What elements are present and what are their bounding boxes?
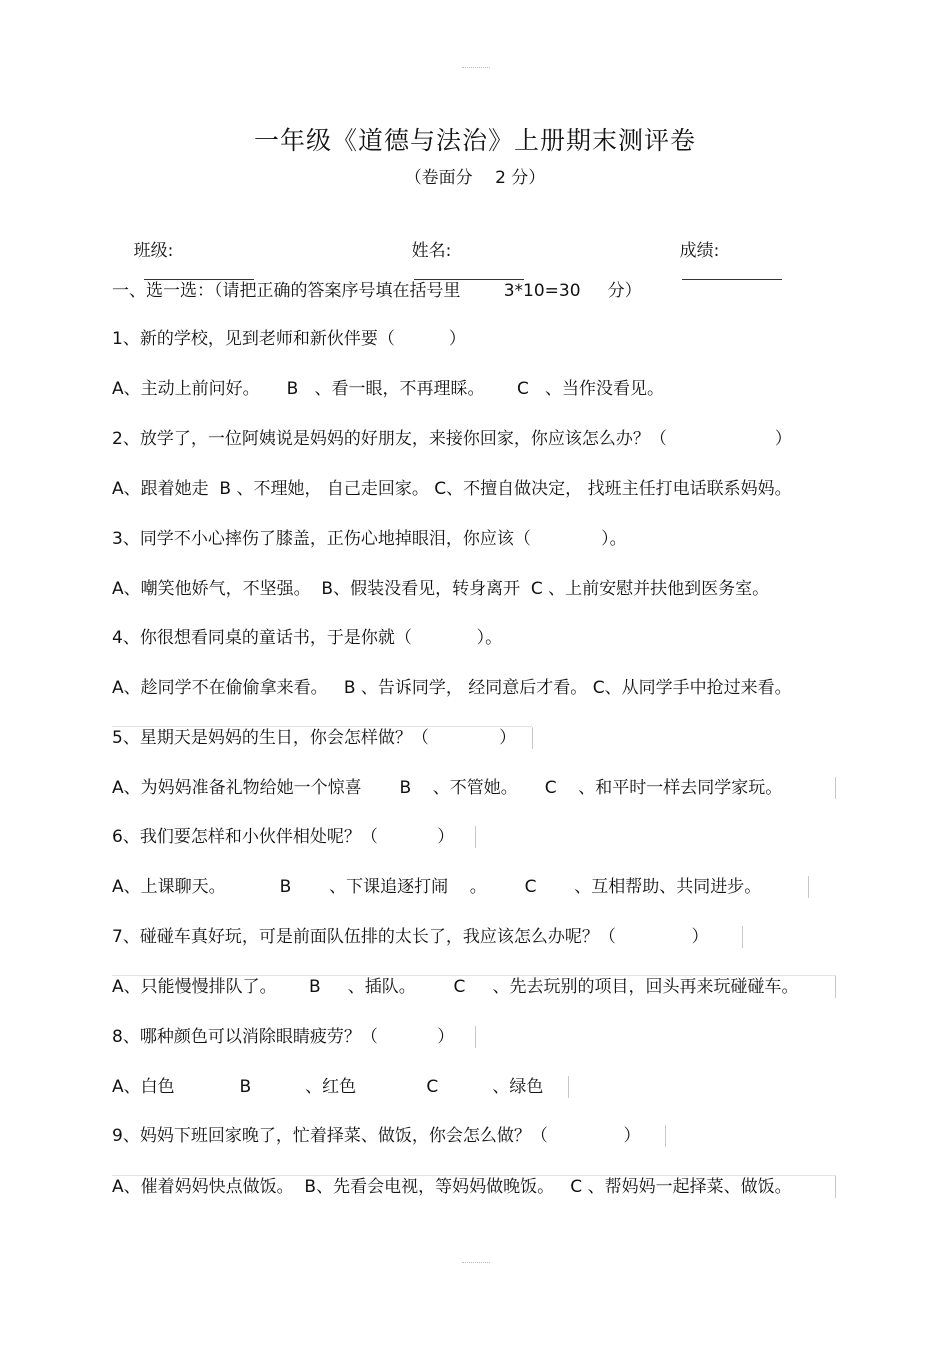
score-field [658, 218, 782, 308]
scan-bar [835, 1176, 836, 1198]
question-7: 7、碰碰车真好玩，可是前面队伍排的太长了，我应该怎么办呢？（ ） [112, 927, 709, 947]
question-6-options: A、上课聊天。 B 、下课追逐打闹 。 C 、互相帮助、共同进步。 [112, 877, 762, 897]
question-4-options: A、趁同学不在偷偷拿来看。 B 、告诉同学， 经同意后才看。 C、从同学手中抢过来看。 [112, 678, 792, 698]
scan-bar [808, 876, 809, 898]
class-label: 班级: [133, 241, 174, 261]
page-title: 一年级《道德与法治》上册期末测评卷 [253, 126, 696, 155]
scan-bar [742, 926, 743, 948]
header-dots [462, 67, 490, 68]
question-3-options: A、嘲笑他娇气，不坚强。 B、假装没看见，转身离开 C 、上前安慰并扶他到医务室。 [112, 579, 770, 599]
name-blank[interactable] [414, 262, 524, 280]
question-8: 8、哪种颜色可以消除眼睛疲劳？（ ） [112, 1027, 455, 1047]
question-1-options: A、主动上前问好。 B 、看一眼，不再理睬。 C 、当作没看见。 [112, 379, 665, 399]
question-8-options: A、白色 B 、红色 C 、绿色 [112, 1077, 544, 1097]
question-2: 2、放学了，一位阿姨说是妈妈的好朋友，来接你回家，你应该怎么办？（ ） [112, 429, 792, 449]
section-heading: 一、选一选：（请把正确的答案序号填在括号里 3*10=30 分） [112, 281, 642, 301]
question-3: 3、同学不小心摔伤了膝盖，正伤心地掉眼泪，你应该（ ）。 [112, 529, 627, 549]
score-label: 成绩: [679, 241, 720, 261]
scan-bar [835, 976, 836, 998]
class-blank[interactable] [144, 262, 254, 280]
footer-dots [462, 1262, 490, 1263]
question-5-options: A、为妈妈准备礼物给她一个惊喜 B 、不管她。 C 、和平时一样去同学家玩。 [112, 778, 783, 798]
question-4: 4、你很想看同桌的童话书，于是你就（ ）。 [112, 628, 503, 648]
question-6: 6、我们要怎样和小伙伴相处呢？（ ） [112, 827, 455, 847]
question-2-options: A、跟着她走 B 、不理她， 自己走回家。 C、不擅自做决定， 找班主任打电话联系妈妈。 [112, 479, 792, 499]
scan-bar [475, 1026, 476, 1048]
scan-bar [532, 727, 533, 749]
question-9-options: A、催着妈妈快点做饭。 B、先看会电视，等妈妈做晚饭。 C 、帮妈妈一起择菜、做饭。 [112, 1177, 792, 1197]
scan-bar [475, 826, 476, 848]
scan-bar [835, 777, 836, 799]
question-7-options: A、只能慢慢排队了。 B 、插队。 C 、先去玩别的项目，回头再来玩碰碰车。 [112, 977, 799, 997]
question-1: 1、新的学校，见到老师和新伙伴要（ ） [112, 329, 466, 349]
name-label: 姓名: [411, 241, 452, 261]
question-5: 5、星期天是妈妈的生日，你会怎样做？（ ） [112, 728, 517, 748]
scan-bar [568, 1076, 569, 1098]
scan-bar [665, 1125, 666, 1147]
score-blank[interactable] [682, 262, 782, 280]
page-subtitle: （卷面分 2 分） [404, 168, 546, 188]
question-9: 9、妈妈下班回家晚了，忙着择菜、做饭，你会怎么做？（ ） [112, 1126, 641, 1146]
